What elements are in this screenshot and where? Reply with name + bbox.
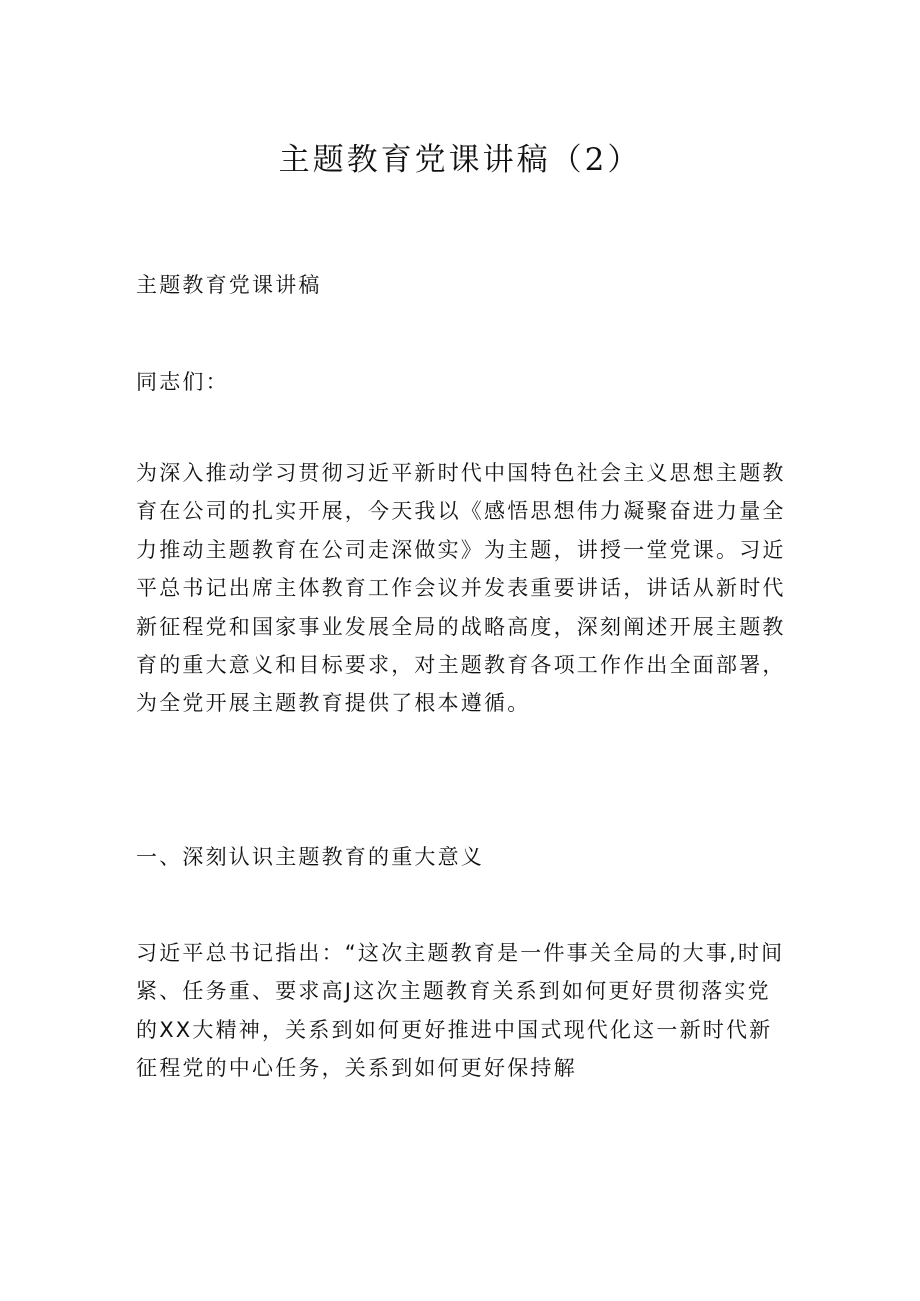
paragraph-line: 新征程党和国家事业发展全局的战略高度，深刻阐述开展主题教	[136, 614, 786, 639]
greeting-text: 同志们：	[136, 370, 229, 394]
paragraph-line: 力推动主题教育在公司走深做实》为主题，讲授一堂党课。习近	[136, 537, 786, 562]
paragraph-line: 平总书记出席主体教育工作会议并发表重要讲话，讲话从新时代	[136, 576, 786, 601]
document-title: 主题教育党课讲稿（2）	[278, 142, 642, 178]
paragraph-line: 育在公司的扎实开展，今天我以《感悟思想伟力凝聚奋进力量全	[136, 499, 786, 524]
paragraph-line: 为深入推动学习贯彻习近平新时代中国特色社会主义思想主题教	[136, 461, 786, 485]
body-paragraph-1	[136, 454, 791, 723]
document-subtitle: 主题教育党课讲稿	[136, 273, 322, 297]
paragraph-line: 的XX大精神，关系到如何更好推进中国式现代化这一新时代新	[136, 1017, 773, 1042]
paragraph-line: 育的重大意义和目标要求，对主题教育各项工作作出全面部署，	[136, 653, 786, 678]
paragraph-line: 征程党的中心任务，关系到如何更好保持解	[136, 1056, 577, 1081]
paragraph-line: 紧、任务重、要求高J这次主题教育关系到如何更好贯彻落实党	[136, 979, 771, 1004]
section-heading-1: 一、深刻认识主题教育的重大意义	[136, 845, 484, 869]
paragraph-line: 为全党开展主题教育提供了根本遵循。	[136, 691, 531, 716]
paragraph-line: 习近平总书记指出：“这次主题教育是一件事关全局的大事,时间	[136, 941, 785, 965]
body-paragraph-2	[136, 934, 791, 1088]
